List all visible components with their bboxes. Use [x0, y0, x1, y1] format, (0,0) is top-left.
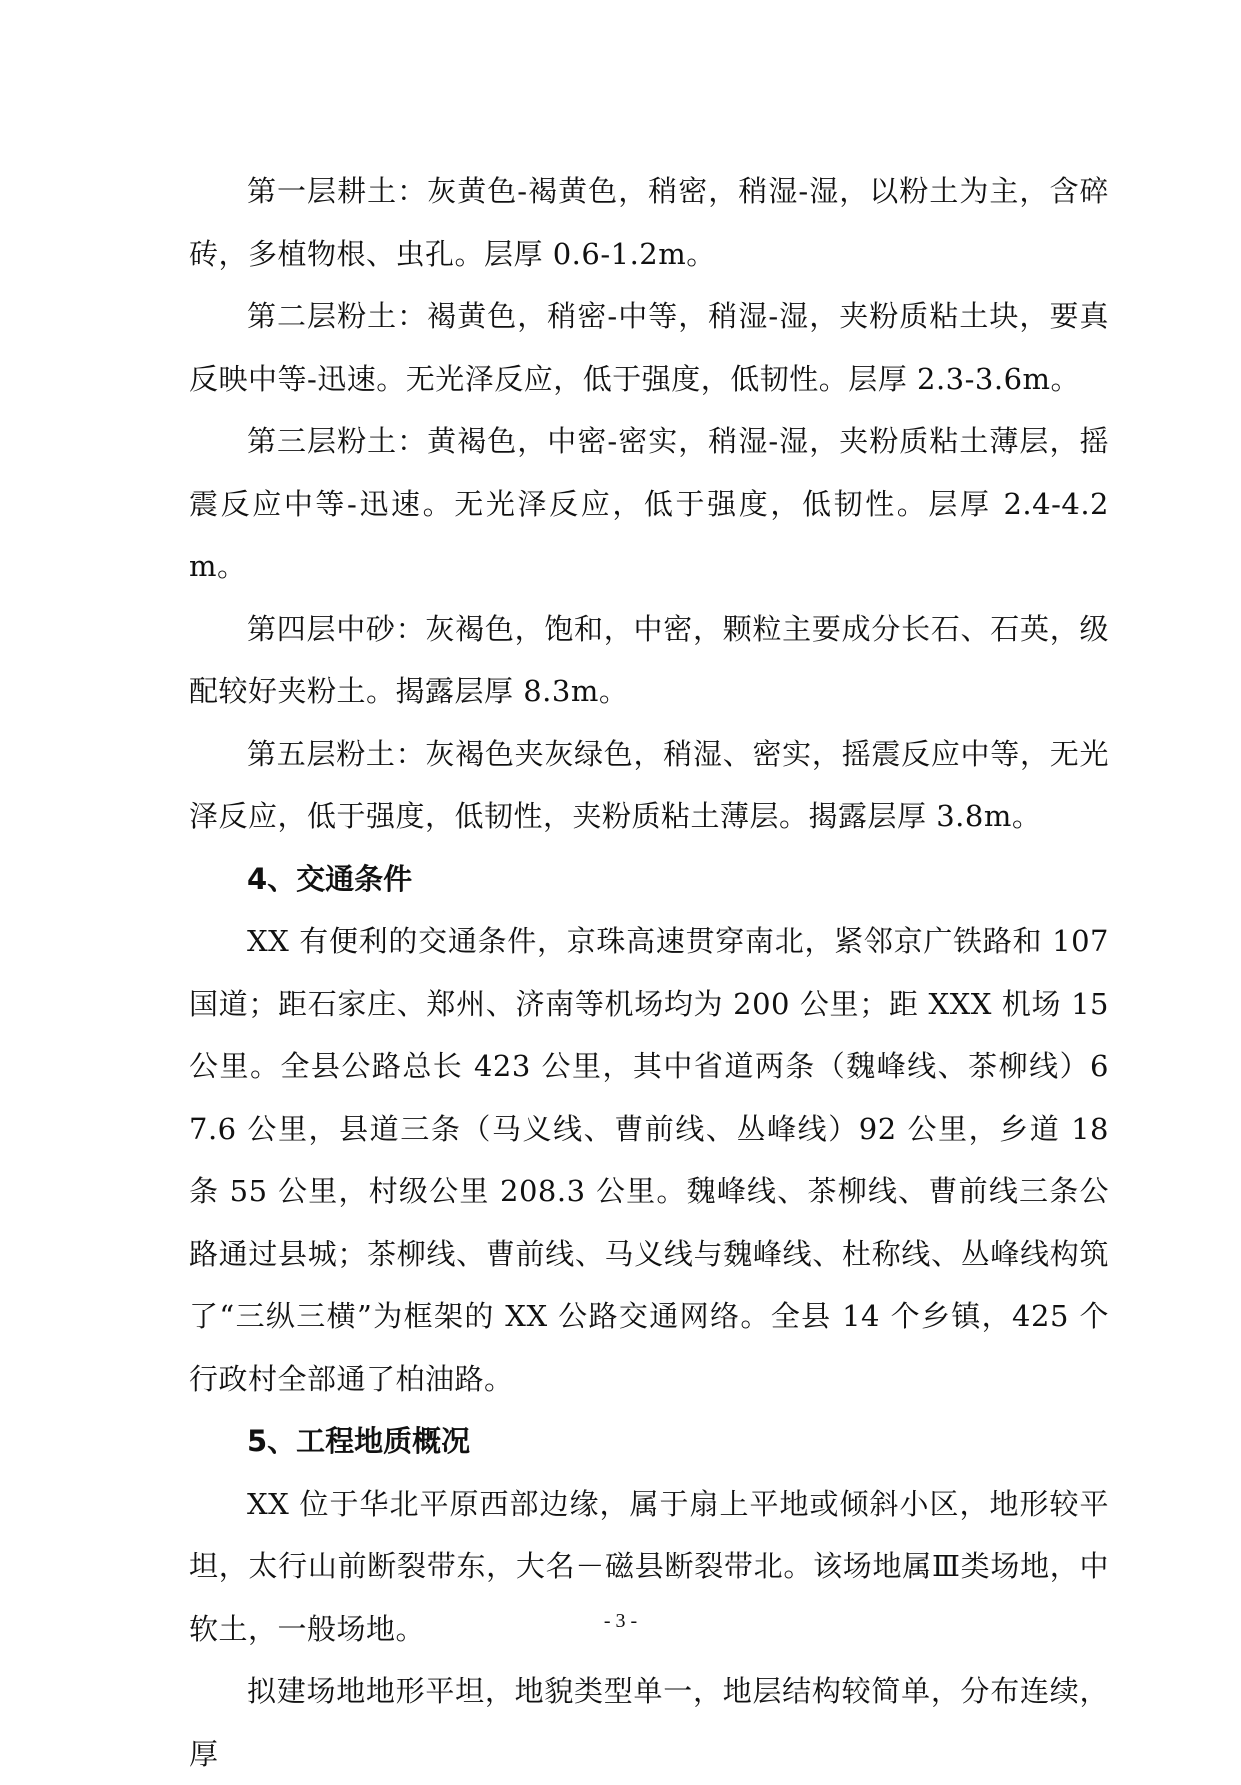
- paragraph-soil-layer-3: 第三层粉土：黄褐色，中密-密实，稍湿-湿，夹粉质粘土薄层，摇震反应中等-迅速。无光泽反应，低于强度，低韧性。层厚 2.4-4.2m。: [189, 424, 1109, 583]
- paragraph-geology-1: XX 位于华北平原西部边缘，属于扇上平地或倾斜小区，地形较平坦，太行山前断裂带东，大名－磁县断裂带北。该场地属Ⅲ类场地，中软土，一般场地。: [189, 1486, 1109, 1646]
- paragraph-soil-layer-4: 第四层中砂：灰褐色，饱和，中密，颗粒主要成分长石、石英，级配较好夹粉土。揭露层厚 8.3m。: [189, 611, 1109, 708]
- paragraph-soil-layer-5: 第五层粉土：灰褐色夹灰绿色，稍湿、密实，摇震反应中等，无光泽反应，低于强度，低韧性，夹粉质粘土薄层。揭露层厚 3.8m。: [189, 736, 1109, 833]
- paragraph-soil-layer-2: 第二层粉土：褐黄色，稍密-中等，稍湿-湿，夹粉质粘土块，要真反映中等-迅速。无光泽反应，低于强度，低韧性。层厚 2.3-3.6m。: [189, 299, 1109, 396]
- page-content: [189, 160, 1109, 1785]
- page-number: - 3 -: [603, 1610, 638, 1632]
- paragraph-soil-layer-1: 第一层耕土：灰黄色-褐黄色，稍密，稍湿-湿，以粉土为主，含碎砖，多植物根、虫孔。层厚 0.6-1.2m。: [189, 174, 1109, 271]
- section-heading-traffic: 4、交通条件: [247, 861, 413, 896]
- paragraph-geology-2: 拟建场地地形平坦，地貌类型单一，地层结构较简单，分布连续，厚: [189, 1674, 1109, 1771]
- paragraph-traffic: XX 有便利的交通条件，京珠高速贯穿南北，紧邻京广铁路和 107 国道；距石家庄、郑州、济南等机场均为 200 公里；距 XXX 机场 15 公里。全县公路总长 423 公里，其中省道两条（魏峰线、茶柳线）67.6 公里，县道三条（马义线、曹前线、丛峰线）92 公里，乡道 18 条 55 公里，村级公里 208.3 公里。魏峰线、茶柳线、曹前线三条公路通过县城；茶柳线、曹前线、马义线与魏峰线、杜称线、丛峰线构筑了“三纵三横”为框架的 XX 公路交通网络。全县 14 个乡镇，425 个行政村全部通了柏油路。: [189, 924, 1109, 1396]
- section-heading-geology: 5、工程地质概况: [247, 1424, 471, 1458]
